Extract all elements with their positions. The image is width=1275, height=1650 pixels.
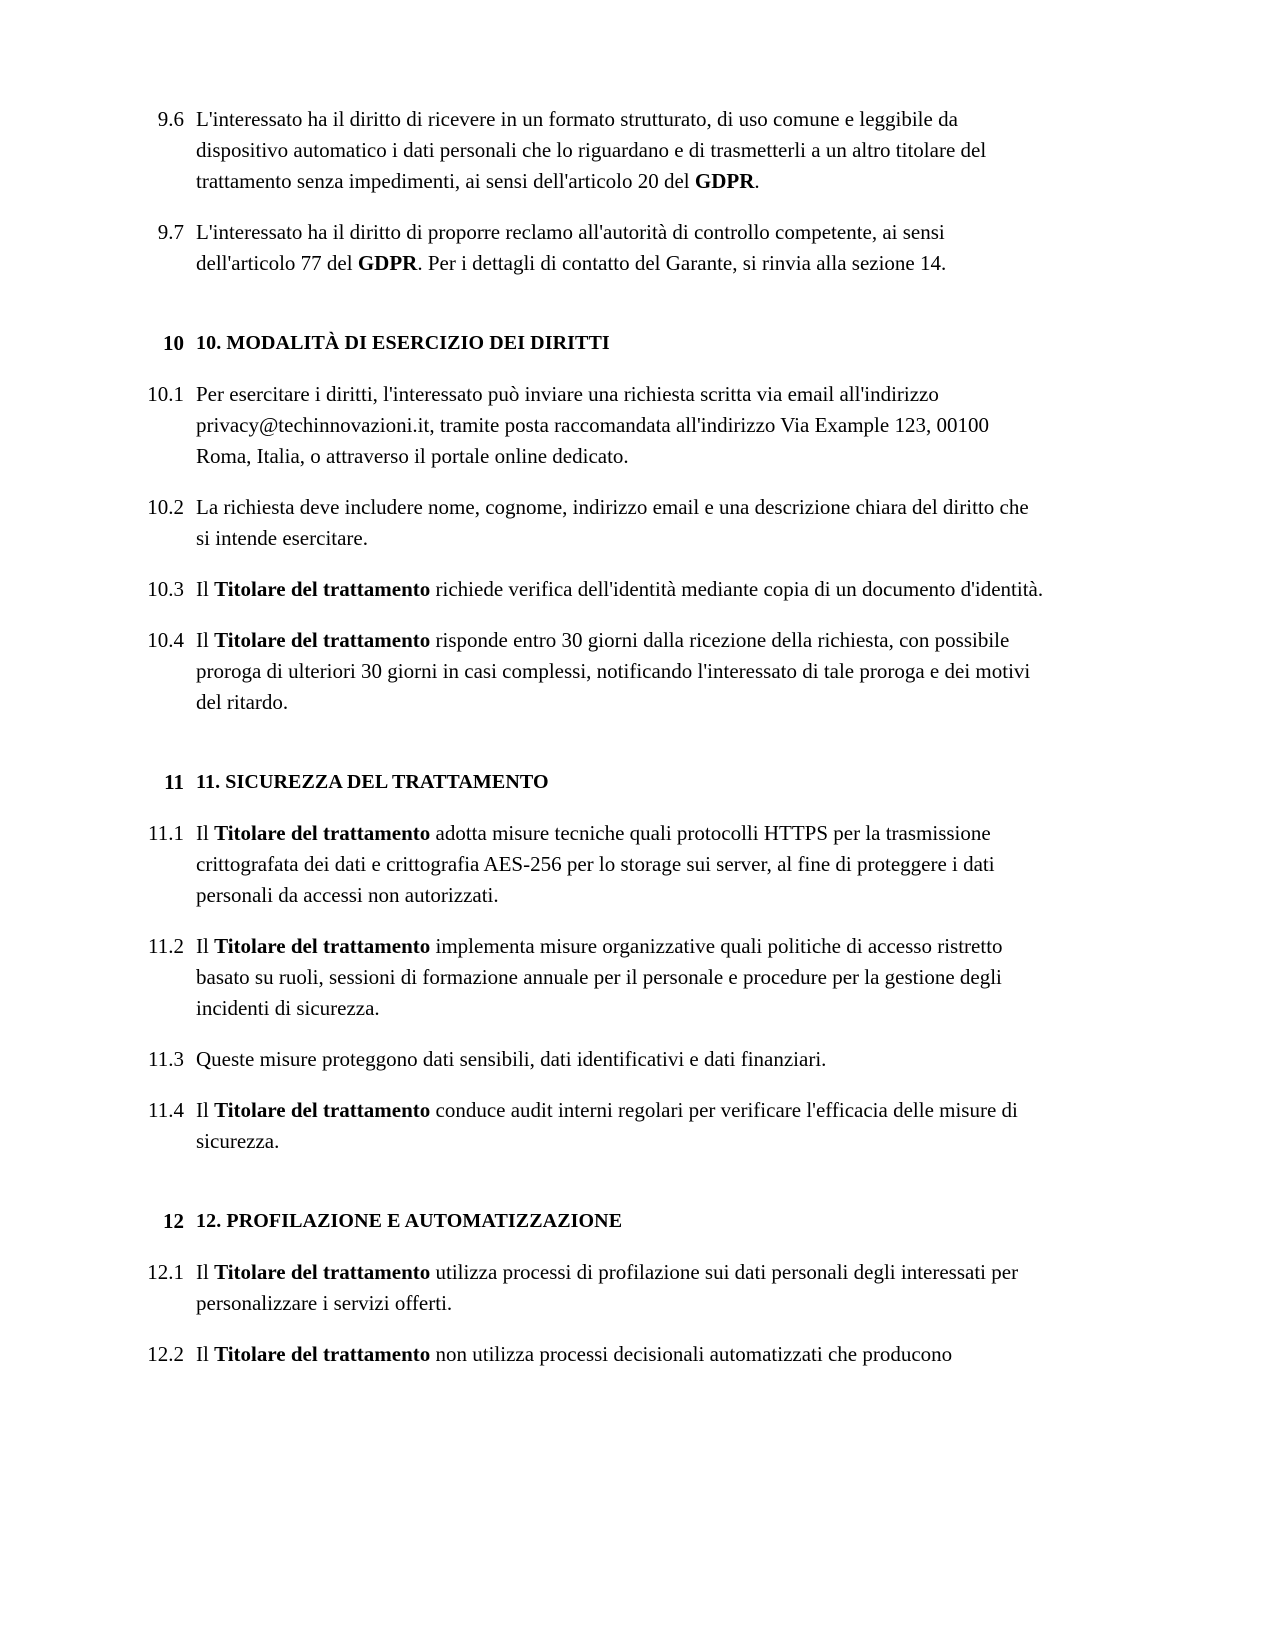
clause-text	[196, 379, 1046, 472]
clause-row	[133, 379, 1046, 472]
clause-row	[133, 1095, 1046, 1157]
clause-row	[133, 217, 1046, 279]
text-run: Il	[196, 934, 215, 958]
clause-text	[196, 818, 1046, 911]
clause-text	[196, 1044, 1046, 1075]
gutter-spacer	[184, 328, 196, 359]
section-heading-title: 10. MODALITÀ DI ESERCIZIO DEI DIRITTI	[196, 332, 610, 354]
section-heading-title: 12. PROFILAZIONE E AUTOMATIZZAZIONE	[196, 1210, 623, 1232]
emphasis-term: Titolare del trattamento	[214, 821, 431, 845]
gutter-spacer	[184, 767, 196, 798]
clause-row	[133, 818, 1046, 911]
clause-text	[196, 217, 1046, 279]
clause-row	[133, 104, 1046, 197]
text-run: implementa misure organizzative quali politiche di accesso ristretto basato su ruoli, sessioni di formazione annuale per il personale e procedure per la gestione degli incidenti di sicurezza.	[196, 934, 1003, 1020]
gutter-spacer	[184, 1257, 196, 1319]
clause-number: 12.2	[147, 1342, 184, 1366]
clause-row	[133, 931, 1046, 1024]
emphasis-term: Titolare del trattamento	[214, 1098, 431, 1122]
text-run: .	[754, 169, 760, 193]
text-run: adotta misure tecniche quali protocolli HTTPS per la trasmissione crittografata dei dati e crittografia AES-256 per lo storage sui server, al fine di proteggere i dati personali da accessi non autorizzati.	[196, 821, 995, 907]
text-run: Il	[196, 821, 215, 845]
gutter-spacer	[184, 492, 196, 554]
gutter-spacer	[184, 574, 196, 605]
clause-text	[196, 104, 1046, 197]
clause-text	[196, 1339, 1046, 1370]
clause-number: 10.2	[147, 495, 184, 519]
gutter-spacer	[184, 625, 196, 718]
section-heading	[133, 767, 1046, 798]
text-run: non utilizza processi decisionali automatizzati che producono	[430, 1342, 953, 1366]
text-run: Per esercitare i diritti, l'interessato può inviare una richiesta scritta via email all'indirizzo privacy@techinnovazioni.it, tramite posta raccomandata all'indirizzo Via Example 123, 00100 Roma, Italia, o attraverso il portale online dedicato.	[196, 382, 989, 468]
section-heading-title: 11. SICUREZZA DEL TRATTAMENTO	[196, 771, 549, 793]
gutter-spacer	[184, 217, 196, 279]
section-heading-number: 12	[163, 1209, 184, 1233]
clause-number: 12.1	[147, 1260, 184, 1284]
text-run: richiede verifica dell'identità mediante copia di un documento d'identità.	[430, 577, 1044, 601]
text-run: Il	[196, 1098, 215, 1122]
clause-row	[133, 492, 1046, 554]
clause-number: 10.3	[147, 577, 184, 601]
clause-number: 11.2	[148, 934, 184, 958]
clause-number: 9.6	[157, 107, 184, 131]
gutter-spacer	[184, 379, 196, 472]
section-heading	[133, 1206, 1046, 1237]
text-run: Il	[196, 1342, 215, 1366]
clause-text	[196, 1257, 1046, 1319]
section-heading-number: 10	[163, 331, 184, 355]
emphasis-term: GDPR	[357, 251, 418, 275]
text-run: Il	[196, 1260, 215, 1284]
text-run: Il	[196, 628, 215, 652]
clause-row	[133, 1044, 1046, 1075]
section-heading-number: 11	[164, 770, 184, 794]
emphasis-term: GDPR	[694, 169, 755, 193]
clause-row	[133, 625, 1046, 718]
clause-number: 11.3	[148, 1047, 184, 1071]
gutter-spacer	[184, 1339, 196, 1370]
text-run: La richiesta deve includere nome, cognome, indirizzo email e una descrizione chiara del diritto che si intende esercitare.	[196, 495, 1029, 550]
clause-number: 11.4	[148, 1098, 184, 1122]
gutter-spacer	[184, 818, 196, 911]
clause-number: 11.1	[148, 821, 184, 845]
clause-text	[196, 492, 1046, 554]
text-run: risponde entro 30 giorni dalla ricezione della richiesta, con possibile proroga di ulteriori 30 giorni in casi complessi, notificando l'interessato di tale proroga e dei motivi del ritardo.	[196, 628, 1031, 714]
gutter-spacer	[184, 931, 196, 1024]
document-content	[133, 104, 1046, 1370]
text-run: L'interessato ha il diritto di proporre reclamo all'autorità di controllo competente, ai sensi dell'articolo 77 del	[196, 220, 945, 275]
text-run: . Per i dettagli di contatto del Garante, si rinvia alla sezione 14.	[417, 251, 947, 275]
clause-text	[196, 931, 1046, 1024]
text-run: Il	[196, 577, 215, 601]
text-run: utilizza processi di profilazione sui dati personali degli interessati per personalizzare i servizi offerti.	[196, 1260, 1019, 1315]
text-run: Queste misure proteggono dati sensibili, dati identificativi e dati finanziari.	[196, 1047, 827, 1071]
emphasis-term: Titolare del trattamento	[214, 934, 431, 958]
gutter-spacer	[184, 1044, 196, 1075]
text-run: conduce audit interni regolari per verificare l'efficacia delle misure di sicurezza.	[196, 1098, 1018, 1153]
clause-text	[196, 574, 1046, 605]
clause-row	[133, 1257, 1046, 1319]
section-heading	[133, 328, 1046, 359]
clause-row	[133, 574, 1046, 605]
gutter-spacer	[184, 1206, 196, 1237]
clause-text	[196, 1095, 1046, 1157]
clause-row	[133, 1339, 1046, 1370]
gutter-spacer	[184, 1095, 196, 1157]
clause-number: 9.7	[157, 220, 184, 244]
text-run: L'interessato ha il diritto di ricevere in un formato strutturato, di uso comune e leggibile da dispositivo automatico i dati personali che lo riguardano e di trasmetterli a un altro titolare del trattamento senza impedimenti, ai sensi dell'articolo 20 del	[196, 107, 987, 193]
emphasis-term: Titolare del trattamento	[214, 1260, 431, 1284]
gutter-spacer	[184, 104, 196, 197]
emphasis-term: Titolare del trattamento	[214, 628, 431, 652]
clause-number: 10.1	[147, 382, 184, 406]
clause-text	[196, 625, 1046, 718]
emphasis-term: Titolare del trattamento	[214, 1342, 431, 1366]
clause-number: 10.4	[147, 628, 184, 652]
emphasis-term: Titolare del trattamento	[214, 577, 431, 601]
